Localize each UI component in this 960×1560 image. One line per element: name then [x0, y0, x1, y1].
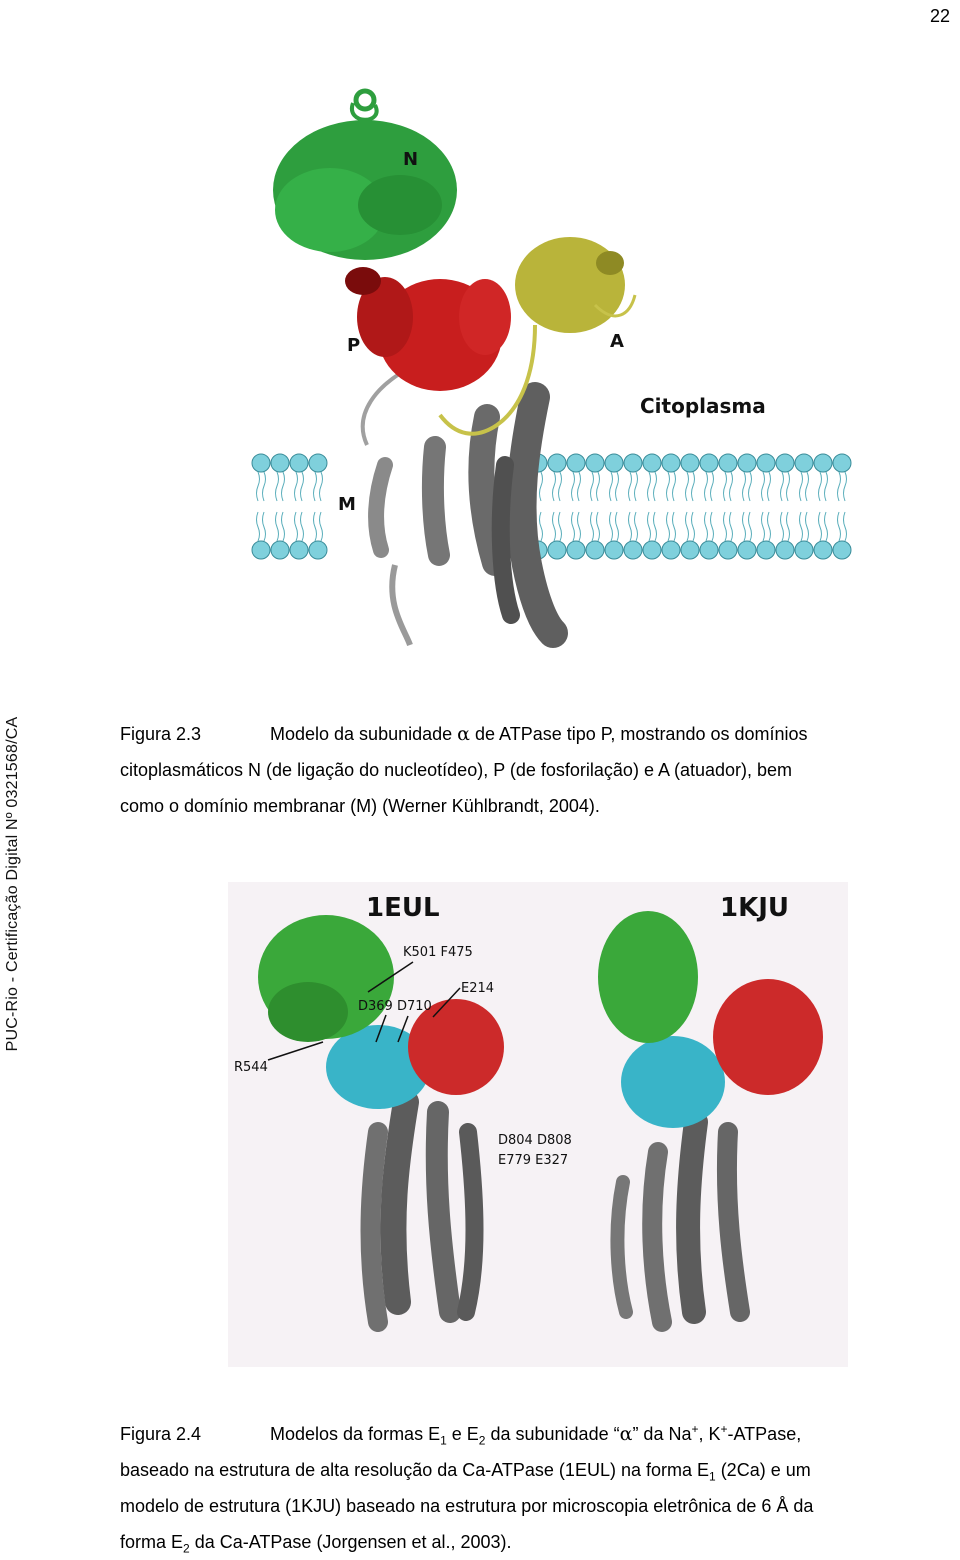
lipid-tail — [597, 512, 600, 541]
lipid-tail — [635, 472, 638, 501]
lipid-head — [757, 454, 775, 472]
lipid-tail — [787, 472, 790, 501]
p-domain-structure — [345, 267, 511, 391]
lipid-tail — [838, 512, 841, 541]
lipid-head — [586, 541, 604, 559]
subscript: 2 — [183, 1541, 190, 1556]
label-p: P — [347, 335, 361, 356]
lipid-tail — [559, 472, 562, 501]
lipid-head — [738, 541, 756, 559]
lipid-head — [309, 541, 327, 559]
lipid-tail — [276, 512, 279, 541]
lipid-head — [548, 454, 566, 472]
lipid-head — [833, 541, 851, 559]
lipid-head — [795, 454, 813, 472]
caption-line: modelo de estrutura (1KJU) baseado na estrutura por microscopia eletrônica de 6 Å da — [120, 1496, 814, 1516]
lipid-tail — [743, 512, 746, 541]
label-n: N — [403, 149, 419, 170]
lipid-head — [662, 541, 680, 559]
lipid-tail — [263, 472, 266, 501]
lipid-tail — [667, 512, 670, 541]
lipid-tail — [320, 472, 323, 501]
lipid-tail — [616, 472, 619, 501]
title-1kju: 1KJU — [720, 893, 790, 923]
lipid-tail — [686, 512, 689, 541]
caption-text: e E — [446, 1424, 479, 1444]
lipid-tail — [635, 512, 638, 541]
label-a: A — [610, 331, 624, 352]
lipid-tail — [724, 472, 727, 501]
lipid-tail — [800, 472, 803, 501]
lipid-tail — [749, 472, 752, 501]
lipid-tail — [781, 472, 784, 501]
superscript: + — [720, 1422, 728, 1436]
lipid-tail — [648, 512, 651, 541]
lipid-head — [252, 541, 270, 559]
caption-text: Modelo da subunidade — [270, 724, 458, 744]
lipid-tail — [838, 472, 841, 501]
annotation-e214: E214 — [461, 981, 495, 996]
lipid-head — [605, 454, 623, 472]
lipid-tail — [578, 512, 581, 541]
lipid-head — [776, 454, 794, 472]
lipid-head — [814, 454, 832, 472]
caption-text: forma E — [120, 1532, 184, 1552]
lipid-head — [290, 541, 308, 559]
lipid-tail — [629, 512, 632, 541]
caption-text: ” da Na — [632, 1424, 692, 1444]
label-citoplasma: Citoplasma — [640, 394, 766, 418]
lipid-tail — [730, 472, 733, 501]
lipid-tail — [673, 472, 676, 501]
lipid-tail — [800, 512, 803, 541]
m-domain-structure — [363, 365, 553, 645]
lipid-tail — [591, 512, 594, 541]
lipid-tail — [597, 472, 600, 501]
lipid-tail — [806, 472, 809, 501]
lipid-head — [814, 541, 832, 559]
lipid-tail — [591, 472, 594, 501]
subscript: 1 — [440, 1433, 447, 1448]
caption-text: (2Ca) e um — [715, 1460, 811, 1480]
lipid-head — [271, 541, 289, 559]
lipid-tail — [301, 512, 304, 541]
figure-2-3-caption — [120, 716, 940, 824]
lipid-tail — [762, 512, 765, 541]
caption-text: baseado na estrutura de alta resolução da Ca-ATPase (1EUL) na forma E — [120, 1460, 709, 1480]
lipid-tail — [559, 512, 562, 541]
lipid-tail — [553, 472, 556, 501]
lipid-tail — [724, 512, 727, 541]
lipid-tail — [743, 472, 746, 501]
lipid-tail — [654, 512, 657, 541]
caption-text: , K — [698, 1424, 721, 1444]
lipid-head — [643, 454, 661, 472]
lipid-head — [290, 454, 308, 472]
lipid-tail — [749, 512, 752, 541]
n-domain-structure — [273, 91, 457, 260]
lipid-tail — [540, 472, 543, 501]
lipid-tail — [648, 472, 651, 501]
subscript: 2 — [478, 1433, 486, 1448]
lipid-tail — [711, 472, 714, 501]
lipid-head — [567, 541, 585, 559]
lipid-tail — [616, 512, 619, 541]
lipid-head — [776, 541, 794, 559]
lipid-tail — [553, 512, 556, 541]
lipid-head — [719, 541, 737, 559]
lipid-head — [586, 454, 604, 472]
page-number: 22 — [929, 6, 950, 26]
lipid-head — [662, 454, 680, 472]
lipid-tail — [781, 512, 784, 541]
lipid-tail — [768, 472, 771, 501]
lipid-tail — [295, 472, 298, 501]
caption-text: -ATPase, — [727, 1424, 802, 1444]
lipid-tail — [578, 472, 581, 501]
lipid-tail — [282, 512, 285, 541]
lipid-tail — [540, 512, 543, 541]
label-m: M — [338, 494, 356, 515]
lipid-head — [757, 541, 775, 559]
lipid-tail — [692, 512, 695, 541]
lipid-head — [624, 454, 642, 472]
lipid-tail — [629, 472, 632, 501]
lipid-head — [271, 454, 289, 472]
lipid-head — [252, 454, 270, 472]
alpha-symbol: α — [619, 1423, 633, 1445]
lipid-tail — [819, 472, 822, 501]
lipid-tail — [787, 512, 790, 541]
lipid-head — [681, 454, 699, 472]
lipid-tail — [825, 472, 828, 501]
caption-label: Figura 2.3 — [120, 724, 202, 744]
lipid-tail — [705, 512, 708, 541]
lipid-tail — [692, 472, 695, 501]
lipid-head — [309, 454, 327, 472]
annotation-d369: D369 D710 — [358, 999, 432, 1014]
atpase-domain-figure — [235, 85, 875, 665]
figure-2-4-caption — [120, 1416, 940, 1560]
lipid-tail — [806, 512, 809, 541]
caption-line: como o domínio membranar (M) (Werner Kühlbrandt, 2004). — [120, 796, 600, 816]
caption-text: da Ca-ATPase (Jorgensen et al., 2003). — [189, 1532, 512, 1552]
lipid-head — [567, 454, 585, 472]
annotation-r544: R544 — [234, 1060, 268, 1075]
lipid-head — [605, 541, 623, 559]
lipid-tail — [295, 512, 298, 541]
lipid-head — [833, 454, 851, 472]
lipid-tail — [825, 512, 828, 541]
side-stamp: PUC-Rio - Certificação Digital Nº 0321568/CA — [4, 716, 21, 1052]
lipid-tail — [667, 472, 670, 501]
lipid-tail — [572, 472, 575, 501]
lipid-tail — [320, 512, 323, 541]
lipid-tail — [711, 512, 714, 541]
lipid-head — [700, 541, 718, 559]
lipid-head — [719, 454, 737, 472]
title-1eul: 1EUL — [366, 893, 440, 923]
lipid-head — [643, 541, 661, 559]
lipid-tail — [819, 512, 822, 541]
lipid-tail — [257, 512, 260, 541]
lipid-tail — [610, 472, 613, 501]
caption-label: Figura 2.4 — [120, 1424, 202, 1444]
lipid-tail — [610, 512, 613, 541]
lipid-tail — [572, 512, 575, 541]
lipid-tail — [768, 512, 771, 541]
caption-text: da subunidade “ — [485, 1424, 620, 1444]
caption-line: citoplasmáticos N (de ligação do nucleotídeo), P (de fosforilação) e A (atuador), bem — [120, 760, 793, 780]
na-k-atpase-models-figure — [228, 882, 848, 1367]
lipid-tail — [276, 472, 279, 501]
lipid-tail — [705, 472, 708, 501]
lipid-tail — [263, 512, 266, 541]
superscript: + — [691, 1422, 699, 1436]
lipid-tail — [314, 512, 317, 541]
caption-text: Modelos da formas E — [270, 1424, 441, 1444]
caption-text: de ATPase tipo P, mostrando os domínios — [470, 724, 808, 744]
lipid-tail — [257, 472, 260, 501]
lipid-tail — [730, 512, 733, 541]
lipid-tail — [654, 472, 657, 501]
lipid-tail — [301, 472, 304, 501]
lipid-tail — [282, 472, 285, 501]
lipid-head — [738, 454, 756, 472]
subscript: 1 — [709, 1469, 716, 1484]
annotation-e779: E779 E327 — [498, 1153, 569, 1168]
lipid-tail — [314, 472, 317, 501]
lipid-head — [681, 541, 699, 559]
lipid-tail — [673, 512, 676, 541]
lipid-tail — [844, 472, 847, 501]
lipid-head — [624, 541, 642, 559]
annotation-d804: D804 D808 — [498, 1133, 572, 1148]
annotation-k501: K501 F475 — [403, 945, 473, 960]
lipid-head — [548, 541, 566, 559]
lipid-head — [795, 541, 813, 559]
lipid-tail — [844, 512, 847, 541]
lipid-head — [700, 454, 718, 472]
lipid-tail — [762, 472, 765, 501]
alpha-symbol: α — [457, 723, 470, 745]
lipid-tail — [686, 472, 689, 501]
